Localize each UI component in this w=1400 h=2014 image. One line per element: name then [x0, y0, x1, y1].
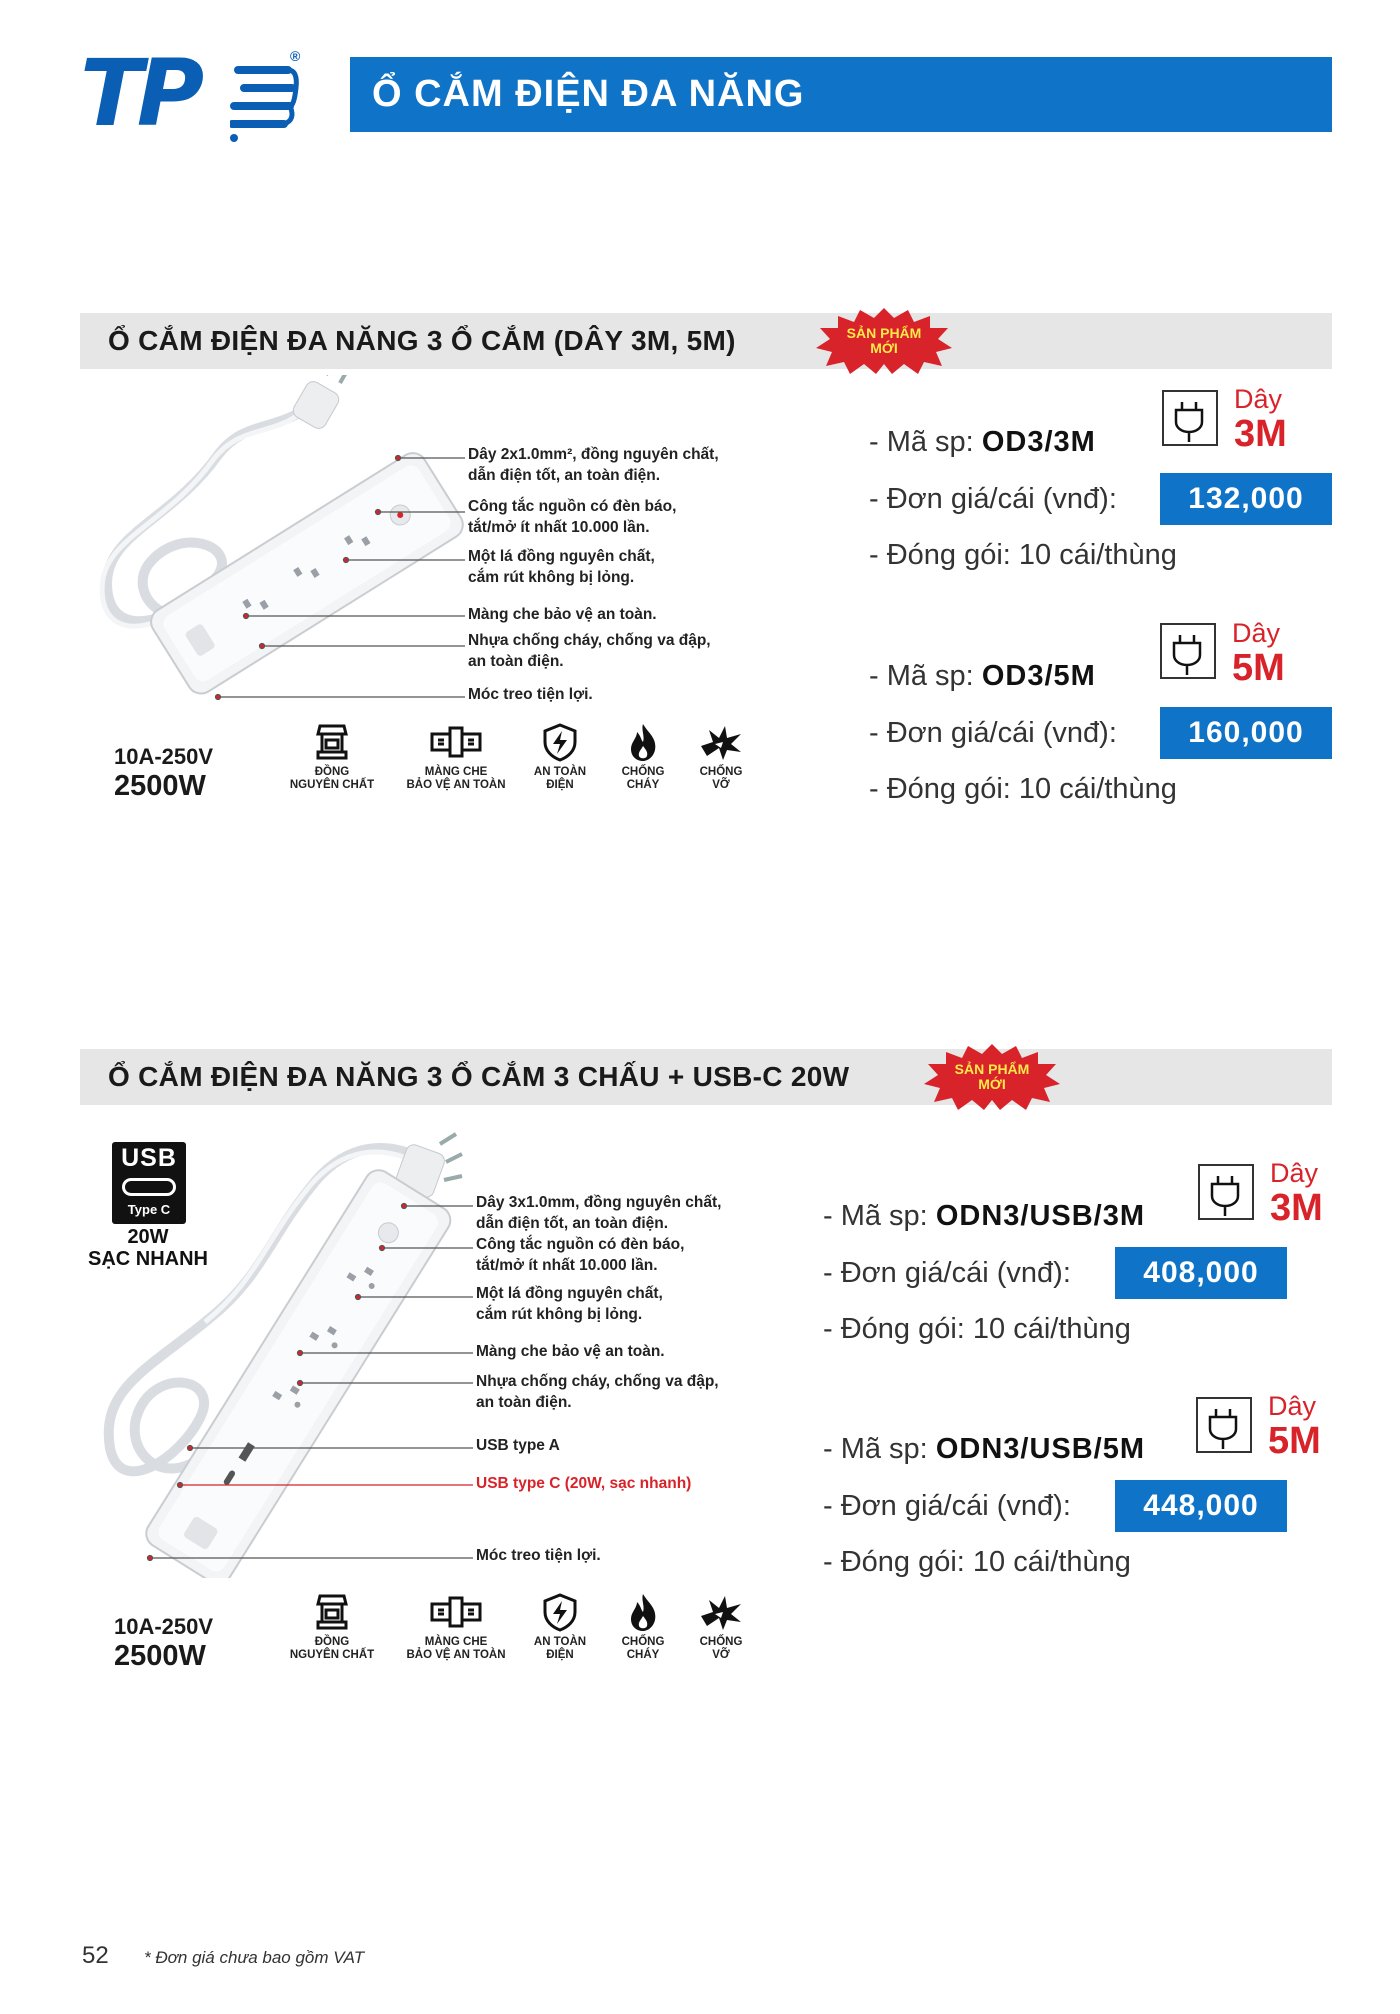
- price-label: - Đơn giá/cái (vnđ):: [823, 1257, 1071, 1289]
- feature-text: Móc treo tiện lợi.: [468, 686, 593, 703]
- feature-text: Màng che bảo vệ an toàn.: [468, 606, 657, 623]
- feature-text: Màng che bảo vệ an toàn.: [476, 1343, 665, 1360]
- icon-caption: BẢO VỆ AN TOÀN: [406, 779, 506, 791]
- page-title-banner: Ổ CẮM ĐIỆN ĐA NĂNG: [350, 57, 1332, 132]
- feature-text: Dây 2x1.0mm², đồng nguyên chất,: [468, 446, 719, 463]
- feature-text: USB type C (20W, sạc nhanh): [476, 1475, 692, 1492]
- cable-length: 5M: [1232, 647, 1285, 689]
- price-box: 408,000: [1115, 1247, 1287, 1299]
- cable-label: Dây: [1232, 618, 1281, 648]
- icon-caption: NGUYÊN CHẤT: [289, 1649, 375, 1661]
- feature-text: Một lá đồng nguyên chất,: [468, 548, 655, 565]
- cable-label: Dây: [1234, 384, 1283, 414]
- plug-icon: [1162, 625, 1214, 677]
- price-label: - Đơn giá/cái (vnđ):: [869, 483, 1117, 515]
- product-code-row: [823, 1429, 1145, 1469]
- plug-icon: [1200, 1166, 1252, 1218]
- vat-note: * Đơn giá chưa bao gồm VAT: [144, 1948, 365, 1967]
- cable-label: Dây: [1268, 1391, 1317, 1421]
- feature-wire: [476, 1192, 721, 1234]
- logo-text: TP: [80, 40, 199, 147]
- icon-caption: AN TOÀN: [533, 1636, 587, 1648]
- section-1-spec: [114, 744, 213, 802]
- brand-logo: [80, 40, 310, 147]
- code-label: - Mã sp:: [869, 426, 982, 458]
- product-code-row: [869, 656, 1096, 696]
- icon-caption: MÀNG CHE: [424, 766, 488, 778]
- feature-icon-impact: [666, 722, 776, 792]
- feature-text: cắm rút không bị lỏng.: [476, 1306, 643, 1323]
- icon-caption: CHÁY: [626, 779, 660, 791]
- shutter-icon: [428, 1592, 484, 1632]
- feature-wire: [468, 444, 719, 486]
- icon-caption: AN TOÀN: [533, 766, 587, 778]
- fast-charge-text: SẠC NHANH: [88, 1248, 208, 1270]
- icon-caption: ĐỒNG: [314, 766, 350, 778]
- cable-length: 3M: [1270, 1187, 1323, 1229]
- plug-icon: [1198, 1399, 1250, 1451]
- section-2-spec: [114, 1614, 213, 1672]
- impact-icon: [697, 722, 745, 762]
- feature-text: tắt/mở ít nhất 10.000 lần.: [468, 519, 650, 536]
- product-code: OD3/5M: [981, 660, 1096, 692]
- badge-line-2: MỚI: [870, 340, 898, 356]
- feature-usb-c: [476, 1473, 691, 1494]
- usb-type-label: Type C: [127, 1202, 171, 1217]
- cable-icon: [1198, 1164, 1254, 1220]
- feature-shutter: [468, 604, 657, 625]
- badge-line-1: SẢN PHẨM: [846, 325, 922, 341]
- copper-wire-icon: [312, 1592, 352, 1632]
- icon-caption: ĐỒNG: [314, 1636, 350, 1648]
- section-2-title-bar: [80, 1049, 1332, 1105]
- cable-icon: [1160, 623, 1216, 679]
- icon-caption: ĐIỆN: [546, 1649, 574, 1661]
- packaging-row: - Đóng gói: 10 cái/thùng: [869, 539, 1177, 571]
- new-product-badge: [814, 306, 954, 376]
- price-label-row: [869, 713, 1117, 753]
- feature-plastic: [468, 630, 711, 672]
- feature-hook: [476, 1545, 601, 1566]
- price-box: 132,000: [1160, 473, 1332, 525]
- icon-caption: CHỐNG: [621, 766, 665, 778]
- feature-usb-a: [476, 1435, 560, 1456]
- feature-icon-shutter: [401, 722, 511, 792]
- icon-caption: CHÁY: [626, 1649, 660, 1661]
- feature-icon-shutter: [401, 1592, 511, 1662]
- feature-text: cắm rút không bị lỏng.: [468, 569, 635, 586]
- feature-text: an toàn điện.: [468, 653, 564, 670]
- feature-text: Nhựa chống cháy, chống va đập,: [476, 1373, 719, 1390]
- cable-length: 5M: [1268, 1420, 1321, 1462]
- badge-line-2: MỚI: [978, 1076, 1006, 1092]
- electric-shield-icon: [540, 722, 580, 762]
- feature-text: dẫn điện tốt, an toàn điện.: [476, 1215, 669, 1232]
- feature-text: USB type A: [476, 1437, 560, 1454]
- icon-caption: CHỐNG: [621, 1636, 665, 1648]
- feature-text: Công tắc nguồn có đèn báo,: [468, 498, 677, 515]
- electric-shield-icon: [540, 1592, 580, 1632]
- rating-text: 10A-250V: [114, 1614, 214, 1639]
- icon-caption: BẢO VỆ AN TOÀN: [406, 1649, 506, 1661]
- power-text: 2500W: [114, 770, 206, 802]
- fire-icon: [623, 1592, 663, 1632]
- product-code-row: [869, 422, 1096, 462]
- product-code-row: [823, 1196, 1145, 1236]
- product-code: ODN3/USB/5M: [935, 1433, 1146, 1465]
- plug-icon: [1164, 392, 1216, 444]
- price-label: - Đơn giá/cái (vnđ):: [823, 1490, 1071, 1522]
- cable-icon: [1162, 390, 1218, 446]
- feature-switch: [468, 496, 676, 538]
- price-label-row: [823, 1486, 1071, 1526]
- fast-charge-watt: 20W: [127, 1226, 169, 1248]
- feature-text: Một lá đồng nguyên chất,: [476, 1285, 663, 1302]
- page-number: 52: [82, 1942, 109, 1969]
- feature-text: an toàn điện.: [476, 1394, 572, 1411]
- icon-caption: CHỐNG: [699, 1636, 743, 1648]
- icon-caption: MÀNG CHE: [424, 1636, 488, 1648]
- section-1-title-bar: [80, 313, 1332, 369]
- price-label: - Đơn giá/cái (vnđ):: [869, 717, 1117, 749]
- fire-icon: [623, 722, 663, 762]
- code-label: - Mã sp:: [823, 1433, 936, 1465]
- feature-text: Nhựa chống cháy, chống va đập,: [468, 632, 711, 649]
- code-label: - Mã sp:: [869, 660, 982, 692]
- cable-length: 3M: [1234, 413, 1287, 455]
- icon-caption: VỠ: [712, 779, 730, 791]
- new-product-badge: [922, 1042, 1062, 1112]
- section-2-title: Ổ CẮM ĐIỆN ĐA NĂNG 3 Ổ CẮM 3 CHẤU + USB-C 20W: [108, 1061, 850, 1092]
- feature-text: Công tắc nguồn có đèn báo,: [476, 1236, 685, 1253]
- rating-text: 10A-250V: [114, 744, 214, 769]
- price-box: 160,000: [1160, 707, 1332, 759]
- usb-label: USB: [121, 1144, 177, 1172]
- product-code: OD3/3M: [981, 426, 1096, 458]
- badge-line-1: SẢN PHẨM: [954, 1061, 1030, 1077]
- feature-icon-impact: [666, 1592, 776, 1662]
- impact-icon: [697, 1592, 745, 1632]
- logo-lines-icon: [230, 62, 300, 142]
- section-1-title: Ổ CẮM ĐIỆN ĐA NĂNG 3 Ổ CẮM (DÂY 3M, 5M): [108, 325, 736, 356]
- feature-shutter: [476, 1341, 665, 1362]
- icon-caption: VỠ: [712, 1649, 730, 1661]
- feature-plastic: [476, 1371, 719, 1413]
- packaging-row: - Đóng gói: 10 cái/thùng: [869, 773, 1177, 805]
- feature-copper: [476, 1283, 663, 1325]
- packaging-row: - Đóng gói: 10 cái/thùng: [823, 1546, 1131, 1578]
- code-label: - Mã sp:: [823, 1200, 936, 1232]
- icon-caption: CHỐNG: [699, 766, 743, 778]
- price-box: 448,000: [1115, 1480, 1287, 1532]
- shutter-icon: [428, 722, 484, 762]
- feature-hook: [468, 684, 593, 705]
- feature-text: Dây 3x1.0mm, đồng nguyên chất,: [476, 1194, 722, 1211]
- feature-text: dẫn điện tốt, an toàn điện.: [468, 467, 661, 484]
- copper-wire-icon: [312, 722, 352, 762]
- icon-caption: ĐIỆN: [546, 779, 574, 791]
- price-label-row: [823, 1253, 1071, 1293]
- feature-text: tắt/mở ít nhất 10.000 lần.: [476, 1257, 658, 1274]
- feature-text: Móc treo tiện lợi.: [476, 1547, 601, 1564]
- feature-icon-copper: [277, 722, 387, 792]
- cable-label: Dây: [1270, 1158, 1319, 1188]
- logo-registered-mark: ®: [290, 48, 301, 64]
- power-text: 2500W: [114, 1640, 206, 1672]
- feature-switch: [476, 1234, 684, 1276]
- power-strip-3m-5m-image: [88, 375, 488, 725]
- cable-icon: [1196, 1397, 1252, 1453]
- icon-caption: NGUYÊN CHẤT: [289, 779, 375, 791]
- price-label-row: [869, 479, 1117, 519]
- power-strip-usb-image: [90, 1128, 490, 1578]
- feature-icon-copper: [277, 1592, 387, 1662]
- feature-copper: [468, 546, 655, 588]
- packaging-row: - Đóng gói: 10 cái/thùng: [823, 1313, 1131, 1345]
- product-code: ODN3/USB/3M: [935, 1200, 1146, 1232]
